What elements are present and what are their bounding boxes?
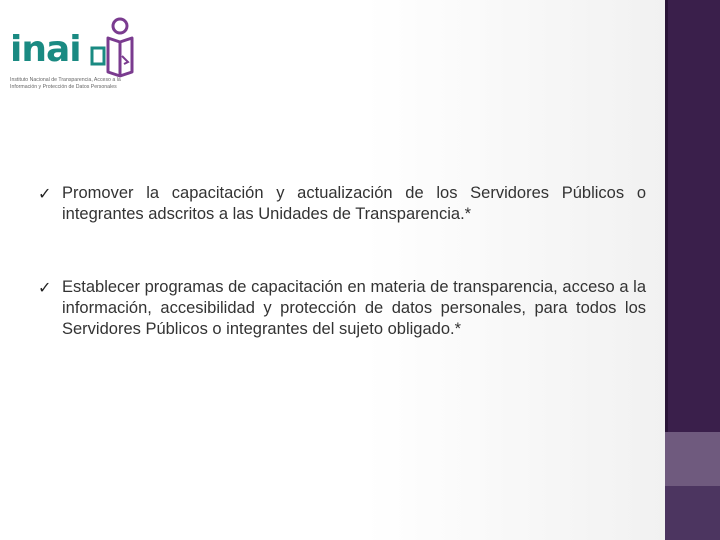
bullet-item [38,277,646,340]
checkmark-icon: ✓ [38,184,52,203]
bullet-text: Establecer programas de capacitación en materia de transparencia, acceso a la información, accesibilidad y protección de datos personales, para todos los Servidores Públicos o integrantes del sujeto obligado.* [62,278,646,338]
logo-wordmark: inai [10,29,81,70]
logo-tagline: Instituto Nacional de Transparencia, Acceso a la Información y Protección de Datos Personales [10,77,121,90]
checkmark-icon: ✓ [38,278,52,297]
bullet-item [38,183,646,225]
decorative-sidebar [665,0,720,540]
sidebar-band-mid [665,486,720,540]
inai-logo [8,14,148,96]
sidebar-band-light [665,432,720,486]
reading-person-icon [90,16,138,78]
bullet-list [38,183,646,340]
bullet-text: Promover la capacitación y actualización de los Servidores Públicos o integrantes adscritos a las Unidades de Transparencia.* [62,184,646,223]
